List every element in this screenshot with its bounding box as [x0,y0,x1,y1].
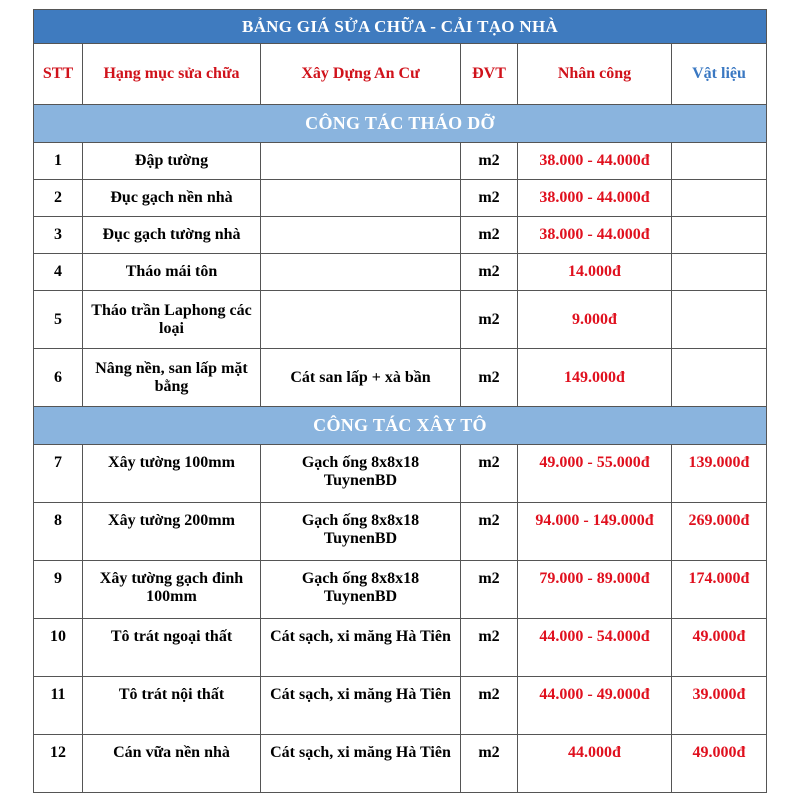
cell-material-price: 269.000đ [672,503,767,561]
cell-item: Tháo trần Laphong các loại [83,291,261,349]
table-row [34,254,767,291]
cell-labor-price: 44.000 - 54.000đ [518,619,672,677]
cell-unit: m2 [461,254,518,291]
cell-description [261,180,461,217]
cell-stt: 9 [34,561,83,619]
cell-unit: m2 [461,217,518,254]
cell-material-price [672,254,767,291]
cell-item: Xây tường 100mm [83,445,261,503]
cell-material-price: 39.000đ [672,677,767,735]
cell-description: Cát sạch, xi măng Hà Tiên [261,735,461,793]
cell-item: Cán vữa nền nhà [83,735,261,793]
header-company: Xây Dựng An Cư [261,44,461,105]
cell-labor-price: 38.000 - 44.000đ [518,180,672,217]
cell-unit: m2 [461,503,518,561]
header-unit: ĐVT [461,44,518,105]
cell-item: Nâng nền, san lấp mặt bằng [83,349,261,407]
cell-labor-price: 149.000đ [518,349,672,407]
cell-item: Tháo mái tôn [83,254,261,291]
price-table [33,9,767,793]
cell-stt: 1 [34,143,83,180]
table-row [34,503,767,561]
table-row [34,561,767,619]
cell-item: Tô trát nội thất [83,677,261,735]
cell-unit: m2 [461,735,518,793]
cell-description [261,254,461,291]
cell-labor-price: 49.000 - 55.000đ [518,445,672,503]
cell-stt: 3 [34,217,83,254]
cell-unit: m2 [461,143,518,180]
section-title: CÔNG TÁC XÂY TÔ [34,407,767,445]
cell-stt: 11 [34,677,83,735]
header-material: Vật liệu [672,44,767,105]
cell-stt: 7 [34,445,83,503]
table-row [34,180,767,217]
section-title: CÔNG TÁC THÁO DỠ [34,105,767,143]
cell-unit: m2 [461,291,518,349]
section-row [34,105,767,143]
cell-item: Đục gạch tường nhà [83,217,261,254]
cell-item: Xây tường gạch đinh 100mm [83,561,261,619]
cell-stt: 12 [34,735,83,793]
cell-labor-price: 44.000đ [518,735,672,793]
header-labor: Nhân công [518,44,672,105]
table-body [34,105,767,793]
table-title: BẢNG GIÁ SỬA CHỮA - CẢI TẠO NHÀ [34,10,767,44]
header-item: Hạng mục sửa chữa [83,44,261,105]
cell-material-price [672,291,767,349]
cell-item: Đập tường [83,143,261,180]
cell-material-price [672,143,767,180]
cell-stt: 5 [34,291,83,349]
cell-description: Gạch ống 8x8x18 TuynenBD [261,445,461,503]
cell-stt: 2 [34,180,83,217]
table-row [34,349,767,407]
cell-material-price [672,217,767,254]
cell-labor-price: 79.000 - 89.000đ [518,561,672,619]
cell-unit: m2 [461,677,518,735]
cell-description: Cát sạch, xi măng Hà Tiên [261,677,461,735]
section-row [34,407,767,445]
header-row [34,44,767,105]
cell-material-price: 174.000đ [672,561,767,619]
table-row [34,677,767,735]
price-table-container [33,9,766,793]
cell-labor-price: 94.000 - 149.000đ [518,503,672,561]
cell-description: Gạch ống 8x8x18 TuynenBD [261,561,461,619]
cell-material-price: 139.000đ [672,445,767,503]
cell-description [261,217,461,254]
cell-stt: 8 [34,503,83,561]
cell-description: Cát san lấp + xà bần [261,349,461,407]
cell-description [261,291,461,349]
cell-material-price [672,349,767,407]
cell-labor-price: 44.000 - 49.000đ [518,677,672,735]
cell-unit: m2 [461,349,518,407]
header-stt: STT [34,44,83,105]
cell-description [261,143,461,180]
cell-stt: 6 [34,349,83,407]
cell-labor-price: 14.000đ [518,254,672,291]
table-row [34,619,767,677]
table-title-row [34,10,767,44]
cell-material-price [672,180,767,217]
cell-labor-price: 9.000đ [518,291,672,349]
table-row [34,291,767,349]
cell-material-price: 49.000đ [672,735,767,793]
cell-item: Đục gạch nền nhà [83,180,261,217]
cell-item: Tô trát ngoại thất [83,619,261,677]
table-row [34,217,767,254]
cell-description: Gạch ống 8x8x18 TuynenBD [261,503,461,561]
cell-item: Xây tường 200mm [83,503,261,561]
cell-unit: m2 [461,445,518,503]
cell-material-price: 49.000đ [672,619,767,677]
cell-description: Cát sạch, xi măng Hà Tiên [261,619,461,677]
cell-unit: m2 [461,619,518,677]
cell-labor-price: 38.000 - 44.000đ [518,143,672,180]
table-row [34,143,767,180]
table-row [34,735,767,793]
cell-stt: 10 [34,619,83,677]
table-row [34,445,767,503]
cell-unit: m2 [461,561,518,619]
cell-unit: m2 [461,180,518,217]
cell-stt: 4 [34,254,83,291]
cell-labor-price: 38.000 - 44.000đ [518,217,672,254]
